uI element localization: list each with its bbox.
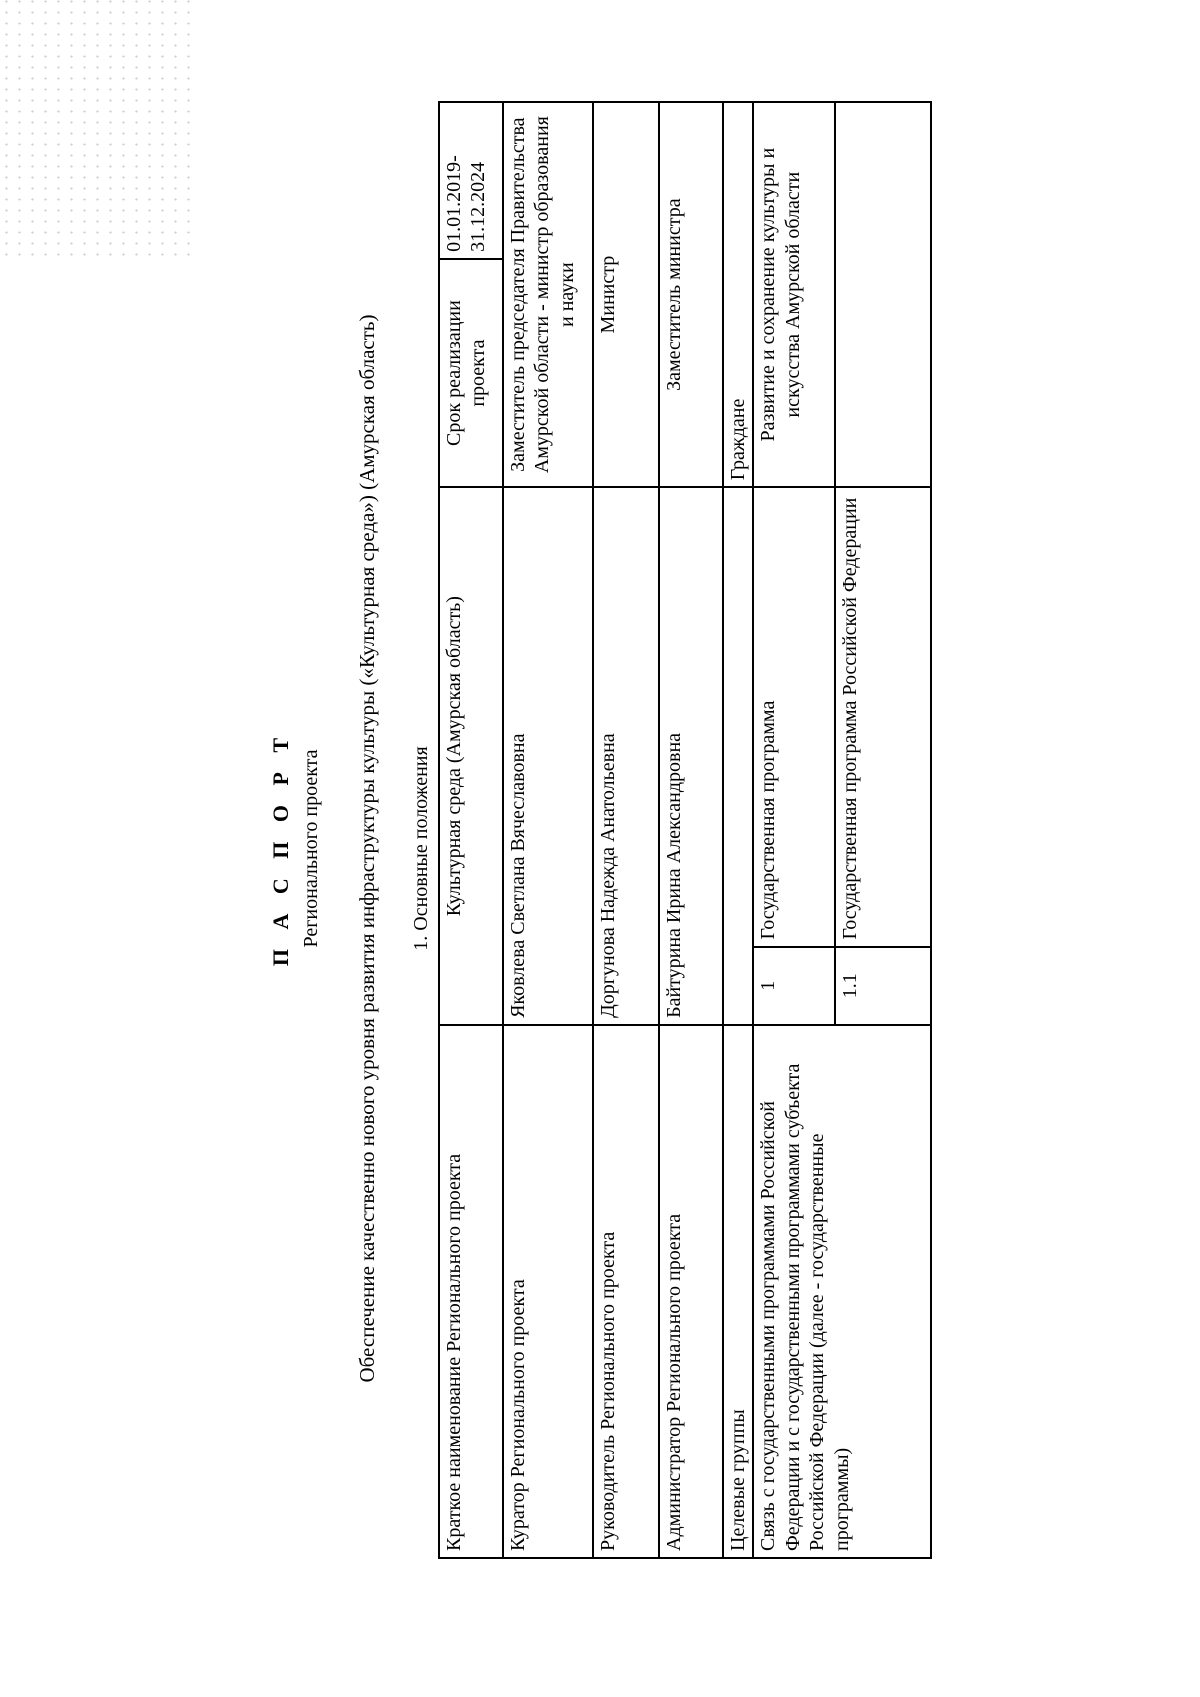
- document-subtitle: Регионального проекта: [300, 749, 322, 948]
- head-name: Доргунова Надежда Анатольевна: [593, 487, 659, 1025]
- head-label: Руководитель Регионального проекта: [593, 1025, 659, 1558]
- term-label: Срок реализации проекта: [439, 259, 503, 487]
- section-title: 1. Основные положения: [410, 746, 432, 951]
- scan-noise: [0, 0, 200, 260]
- table-row: [593, 102, 659, 1558]
- table-row: [439, 102, 503, 1558]
- admin-label: Администратор Регионального проекта: [659, 1025, 723, 1558]
- admin-position: Заместитель министра: [659, 102, 723, 487]
- curator-label: Куратор Регионального проекта: [503, 1025, 593, 1558]
- program-11-type: Государственная программа Российской Федерации: [835, 487, 931, 946]
- program-11-num: 1.1: [835, 947, 931, 1025]
- program-1-num: 1: [753, 947, 835, 1025]
- curator-name: Яковлева Светлана Вячеславовна: [503, 487, 593, 1025]
- passport-table: [438, 101, 932, 1559]
- document-title: П А С П О Р Т: [268, 730, 293, 967]
- table-row: [503, 102, 593, 1558]
- target-value: Граждане: [723, 102, 753, 487]
- table-row: [723, 102, 753, 1558]
- table-row: [753, 102, 835, 1558]
- head-position: Министр: [593, 102, 659, 487]
- program-11-value: [835, 102, 931, 487]
- table-row: [659, 102, 723, 1558]
- short-name-value: Культурная среда (Амурская область): [439, 487, 503, 1025]
- program-1-value: Развитие и сохранение культуры и искусства Амурской области: [753, 102, 835, 487]
- curator-position: Заместитель председателя Правительства Амурской области - министр образования и науки: [503, 102, 593, 487]
- short-name-label: Краткое наименование Регионального проекта: [439, 1025, 503, 1558]
- target-empty: [723, 487, 753, 1025]
- project-heading: Обеспечение качественно нового уровня развития инфраструктуры культуры («Культурная среда») (Амурская область): [355, 314, 379, 1383]
- program-1-type: Государственная программа: [753, 487, 835, 946]
- term-value: 01.01.2019- 31.12.2024: [439, 102, 503, 259]
- target-label: Целевые группы: [723, 1025, 753, 1558]
- links-label: Связь с государственными программами Российской Федерации и с государственными программами субъекта Российской Федерации (далее - государственные программы): [753, 1025, 931, 1558]
- admin-name: Байтурина Ирина Александровна: [659, 487, 723, 1025]
